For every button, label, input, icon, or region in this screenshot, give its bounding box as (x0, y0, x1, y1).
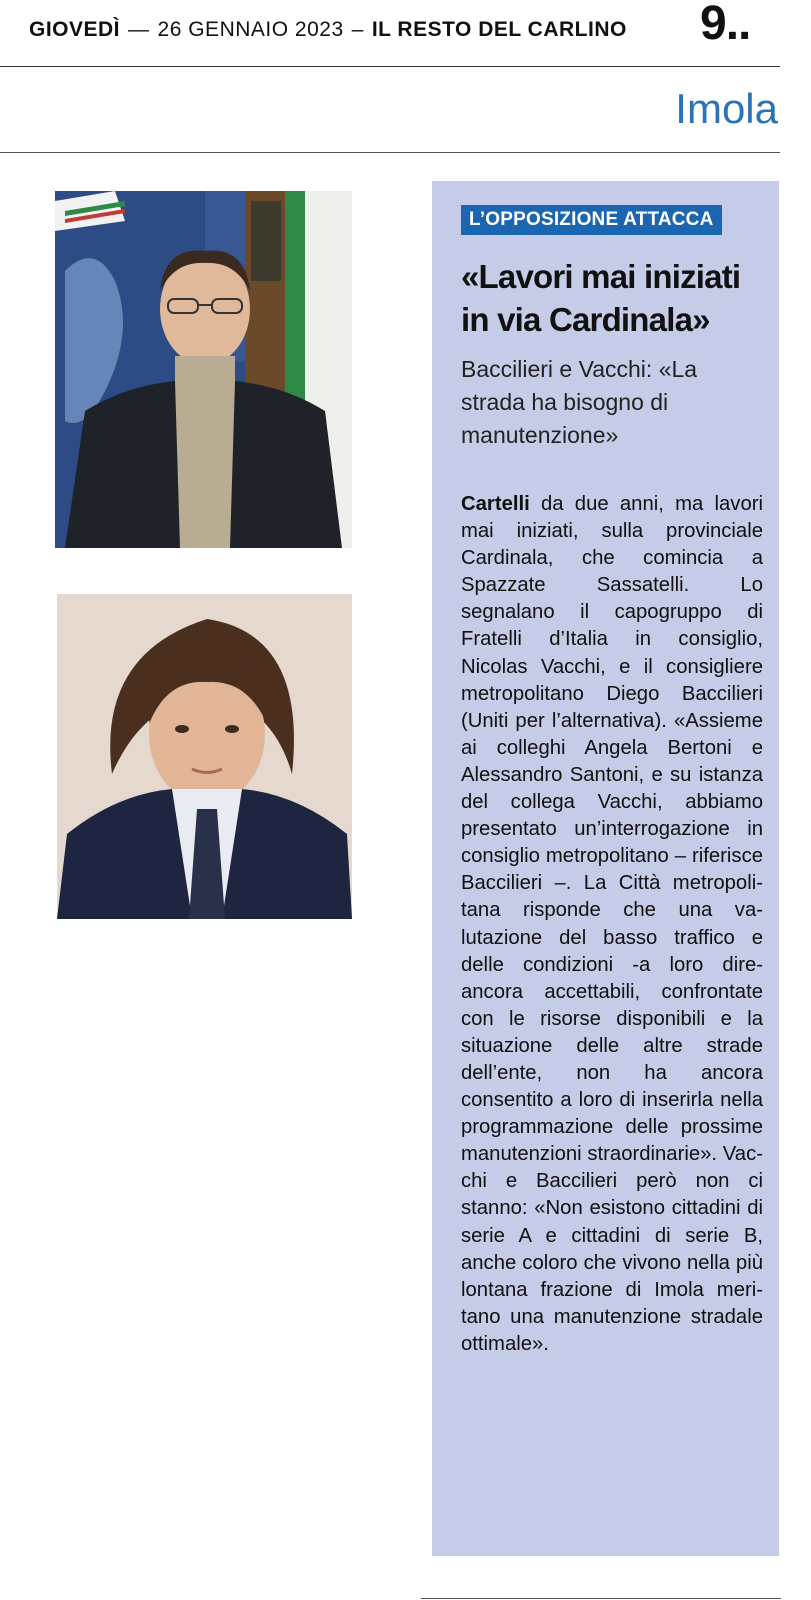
masthead-line (29, 18, 627, 42)
section-title: Imola (675, 85, 778, 132)
article-lead: Cartelli (461, 493, 530, 515)
masthead-date: 26 GENNAIO 2023 (157, 18, 344, 41)
portrait-photo-1 (55, 191, 352, 548)
masthead-separator-2: – (351, 18, 364, 41)
masthead-paper-name: IL RESTO DEL CARLINO (371, 18, 627, 41)
article-kicker: L’OPPOSIZIONE ATTACCA (461, 205, 722, 235)
article-body-text: da due anni, ma lavori mai iniziati, sulla provinciale Cardinala, che comincia a Spazzate Sassatelli. Lo segnalano il capogruppo di Fratelli d’Italia in consiglio, Nicolas Vacchi, e il consigliere metropolitano Diego Baccilieri (Uniti per l’alternativa). «Assieme ai colleghi Angela Bertoni e Alessandro Santoni, e su istanza del collega Vacchi, abbiamo presentato un’interrogazione in consiglio metropolitano – riferisce Baccilieri –. La Città metropolitana risponde che una valutazione del basso traffico e delle condizioni -a loro dire- ancora accettabili, confrontate con le risorse disponibili e la situazione delle altre strade dell’ente, non ha ancora consentito a loro di inserirla nella programmazione delle prossime manutenzioni straordinarie». Vacchi e Baccilieri però non ci stanno: «Non esistono cittadini di serie A e cittadini di serie B, anche coloro che vivono nella più lontana frazione di Imola meritano una manutenzione stradale ottimale». (461, 493, 763, 1355)
page-number: 9.. (700, 0, 751, 50)
article-headline: «Lavori mai iniziati in via Cardinala» (461, 258, 741, 338)
portrait-photo-2 (57, 594, 352, 919)
section-bar (0, 67, 780, 153)
masthead (0, 0, 780, 67)
masthead-day: GIOVEDÌ (29, 18, 121, 41)
bottom-divider (421, 1598, 781, 1599)
article-subhead: Baccilieri e Vacchi: «La strada ha bisogno di manutenzione» (461, 356, 698, 448)
masthead-separator: — (128, 18, 150, 41)
article-body (461, 491, 763, 1358)
article-box (432, 181, 779, 1556)
